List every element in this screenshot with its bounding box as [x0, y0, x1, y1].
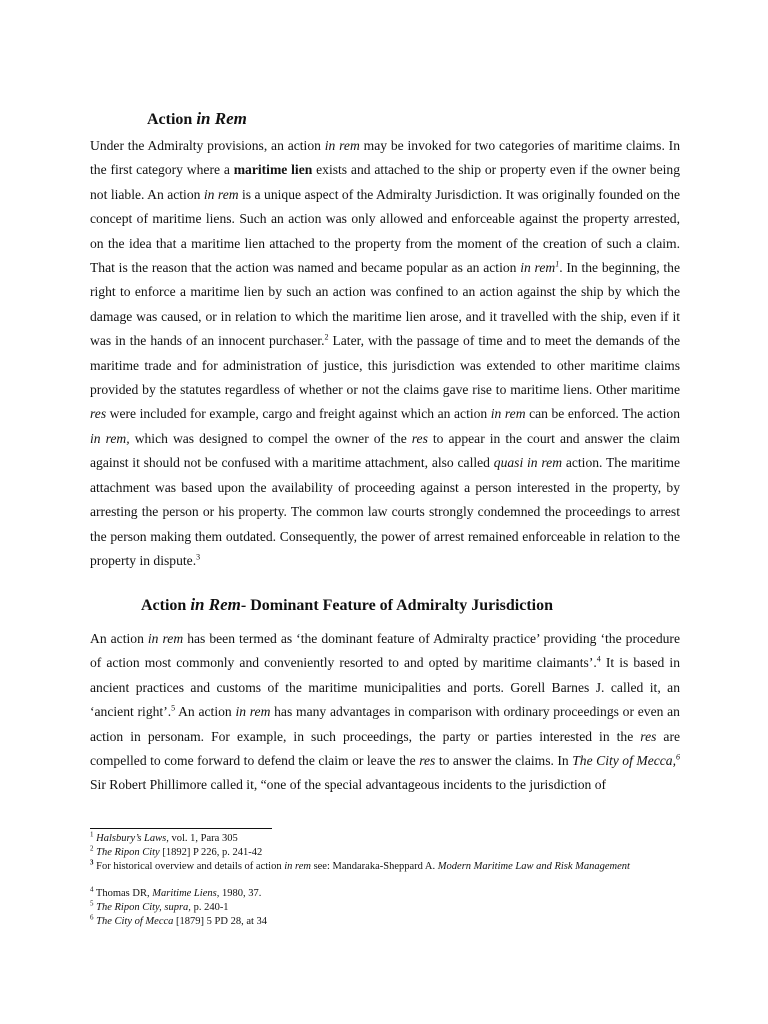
text-run: [1879] 5 PD 28, at 34 — [173, 916, 268, 927]
footnote-ref: 3 — [196, 552, 201, 562]
footnote-ref: 2 — [324, 332, 329, 342]
heading-text-rest: - Dominant Feature of Admiralty Jurisdiction — [240, 597, 554, 614]
italic-text: in rem — [490, 406, 526, 422]
text-run: [1892] P 226, p. 241-42 — [159, 847, 263, 858]
text-run: Thomas DR, — [93, 888, 153, 899]
text-run: . In the beginning, the right to enforce a maritime lien by such an action was confined to an action against the ship by which the damage was caused, or in relation to which the maritime lien arose, and it travelled with the ship, even if it was in the hands of an innocent purchaser. — [90, 260, 680, 349]
text-run: vol. 1, Para 305 — [168, 833, 238, 844]
italic-text: res — [90, 406, 107, 422]
italic-text: The Ripon City — [96, 847, 160, 858]
text-run: has been termed as ‘the dominant feature of Admiralty practice’ providing ‘the procedure of action most commonly and conveniently resorted to and opted by maritime claimants’. — [90, 631, 680, 671]
text-run: are compelled to come forward to defend the claim or leave the — [90, 728, 680, 769]
italic-text: The City of Mecca — [96, 916, 174, 927]
italic-text: in rem, — [90, 430, 130, 446]
footnote-ref: 5 — [90, 899, 94, 908]
italic-text: in rem — [235, 704, 271, 720]
heading-text: Action — [141, 597, 191, 614]
text-run: Under the Admiralty provisions, an action — [90, 138, 325, 153]
bold-text: maritime lien — [233, 162, 313, 178]
text-run: For historical overview and details of action — [93, 861, 285, 872]
section-heading-dominant-feature — [141, 595, 553, 616]
footnote — [90, 844, 263, 860]
footnote-ref: 6 — [676, 752, 681, 762]
italic-text: in rem — [147, 631, 184, 646]
text-run: may be invoked for two categories of maritime claims. In the first category where a — [90, 138, 681, 178]
footnote-ref: 4 — [596, 654, 601, 664]
italic-text: Halsbury’s Laws, — [96, 833, 169, 844]
footnote-ref: 1 — [555, 259, 560, 269]
heading-italic-text: in Rem — [190, 595, 241, 614]
text-run: action. The maritime attachment was based upon the availability of proceeding against a person interested in the property, by arresting the person or his property. The common law courts strongly condemned the proceedings to arrest the person making them outdated. Consequently, the power of arrest remained enforceable in relation to the property in dispute. — [90, 455, 680, 568]
footnote-ref: 4 — [90, 885, 94, 894]
italic-text: in rem — [520, 260, 556, 276]
section-heading-action-in-rem — [147, 109, 247, 130]
text-run: to appear in the court and answer the claim against it should not be confused with a maritime attachment, also called — [90, 430, 681, 471]
heading-text: Action — [147, 111, 197, 128]
footnote — [90, 899, 229, 915]
text-run: Sir Robert Phillimore called it, “one of the special advantageous incidents to the jurisdiction of — [90, 777, 607, 793]
text-run: has many advantages in comparison with ordinary proceedings or even an action in personam. For example, in such proceedings, the party or parties interested in the — [90, 704, 680, 744]
body-paragraph — [90, 627, 680, 798]
footnote — [90, 830, 238, 846]
footnote-ref: 6 — [90, 913, 94, 922]
text-run: is a unique aspect of the Admiralty Jurisdiction. It was originally founded on the concept of maritime liens. Such an action was only allowed and enforceable against the property arrested, on the idea that a maritime lien attached to the property from the moment of the creation of such a claim. That is the reason that the action was named and became popular as an action — [90, 186, 681, 276]
body-paragraph — [90, 134, 680, 573]
text-run: An action — [175, 704, 236, 720]
heading-italic-text: in Rem — [196, 109, 247, 128]
italic-text: quasi in rem — [493, 455, 563, 471]
text-run: which was designed to compel the owner of the — [129, 430, 412, 446]
text-run: exists and attached to the ship or property even if the owner being not liable. An action — [90, 162, 680, 202]
footnote-separator — [90, 828, 272, 829]
italic-text: res — [411, 430, 428, 446]
italic-text: in rem — [324, 138, 360, 153]
italic-text: in rem — [203, 186, 239, 202]
footnote-ref: 3 — [90, 858, 94, 867]
text-run: Later, with the passage of time and to meet the demands of the maritime trade and for administration of justice, this jurisdiction was extended to other maritime claims provided by the statutes regardless of whether or not the claims gave rise to maritime liens. Other maritime — [90, 333, 680, 398]
footnote-ref: 1 — [90, 830, 94, 839]
italic-text: Modern Maritime Law and Risk Management — [437, 861, 630, 872]
text-run: 1980, 37. — [219, 888, 262, 899]
italic-text: The Ripon City, supra, — [96, 902, 191, 913]
italic-text: res — [640, 728, 657, 744]
footnote — [90, 913, 268, 929]
italic-text: Maritime Liens, — [152, 888, 220, 899]
footnote — [90, 885, 262, 901]
text-run: An action — [90, 631, 148, 646]
text-run: to answer the claims. In — [435, 753, 573, 769]
text-run: It is based in ancient practices and customs of the maritime municipalities and ports. Gorell Barnes J. called it, an ‘ancient right’. — [90, 655, 680, 720]
italic-text: res — [419, 753, 436, 769]
text-run: see: Mandaraka-Sheppard A. — [310, 861, 438, 872]
footnote-ref: 5 — [171, 703, 176, 713]
text-run: p. 240-1 — [190, 902, 229, 913]
footnote — [90, 858, 630, 874]
italic-text: in rem — [284, 861, 311, 872]
footnote-ref: 2 — [90, 844, 94, 853]
text-run: can be enforced. The action — [525, 406, 681, 422]
text-run: were included for example, cargo and freight against which an action — [106, 406, 491, 422]
italic-text: The City of Mecca, — [572, 753, 677, 769]
